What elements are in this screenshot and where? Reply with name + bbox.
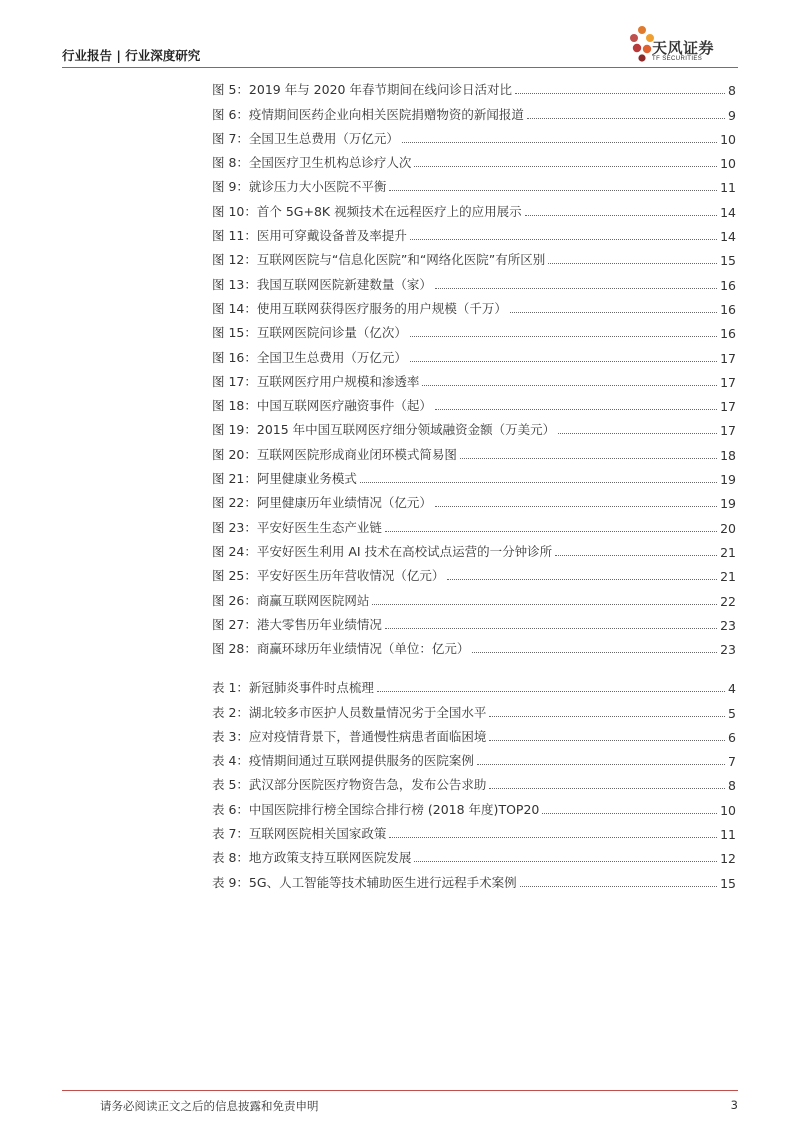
leader-dots [389,190,717,191]
figure-entry-page: 21 [720,569,736,585]
leader-dots [460,458,717,459]
figure-entry-label: 图 7：全国卫生总费用（万亿元） [212,130,399,146]
report-section-label: 行业报告 | 行业深度研究 [62,48,201,63]
figure-entry-page: 23 [720,642,736,658]
figure-entry[interactable] [212,171,736,195]
figure-entry[interactable] [212,147,736,171]
figure-entry-page: 15 [720,253,736,269]
figure-entry-page: 17 [720,374,736,390]
figure-entry[interactable] [212,74,736,98]
table-entry-label: 表 2：湖北较多市医护人员数量情况劣于全国水平 [212,704,487,720]
header-divider [62,67,738,68]
leader-dots [489,740,725,741]
table-entry-page: 4 [728,681,736,697]
figure-entry[interactable] [212,414,736,438]
figure-entry-page: 8 [728,83,736,99]
figure-entry-page: 20 [720,520,736,536]
figure-entry-label: 图 25：平安好医生历年营收情况（亿元） [212,568,445,584]
figure-entry-page: 16 [720,326,736,342]
figure-entry-label: 图 23：平安好医生生态产业链 [212,519,382,535]
leader-dots [542,813,717,814]
table-entry-label: 表 4：疫情期间通过互联网提供服务的医院案例 [212,753,474,769]
figure-entry-page: 17 [720,423,736,439]
table-list [212,672,736,891]
leader-dots [489,788,725,789]
leader-dots [435,288,717,289]
figure-entry[interactable] [212,584,736,608]
leader-dots [372,604,717,605]
figure-entry[interactable] [212,609,736,633]
table-entry-label: 表 9：5G、人工智能等技术辅助医生进行远程手术案例 [212,874,517,890]
figure-list [212,74,736,657]
figure-entry-page: 10 [720,156,736,172]
table-entry[interactable] [212,672,736,696]
figure-entry-label: 图 21：阿里健康业务模式 [212,471,357,487]
figure-entry-label: 图 18：中国互联网医疗融资事件（起） [212,398,432,414]
leader-dots [558,433,717,434]
leader-dots [402,142,717,143]
figure-entry-page: 22 [720,593,736,609]
table-entry-label: 表 1：新冠肺炎事件时点梳理 [212,680,374,696]
leader-dots [548,263,717,264]
figure-entry-label: 图 14：使用互联网获得医疗服务的用户规模（千万） [212,300,507,316]
figure-entry-label: 图 26：商赢互联网医院网站 [212,592,370,608]
figure-entry-label: 图 24：平安好医生利用 AI 技术在高校试点运营的一分钟诊所 [212,543,553,559]
table-entry[interactable] [212,842,736,866]
figure-entry[interactable] [212,220,736,244]
figure-entry-label: 图 13：我国互联网医院新建数量（家） [212,276,432,292]
figure-entry-label: 图 17：互联网医疗用户规模和渗透率 [212,373,420,389]
figure-entry-page: 19 [720,496,736,512]
figure-entry[interactable] [212,123,736,147]
figure-entry-page: 21 [720,544,736,560]
figure-entry-label: 图 16：全国卫生总费用（万亿元） [212,349,407,365]
table-entry[interactable] [212,769,736,793]
leader-dots [414,166,717,167]
leader-dots [489,716,725,717]
figure-entry-label: 图 20：互联网医院形成商业闭环模式简易图 [212,446,457,462]
disclaimer-text: 请务必阅读正文之后的信息披露和免责申明 [100,1099,319,1113]
table-entry[interactable] [212,745,736,769]
table-entry[interactable] [212,793,736,817]
table-entry[interactable] [212,696,736,720]
table-entry-label: 表 3：应对疫情背景下，普通慢性病患者面临困境 [212,728,487,744]
leader-dots [385,531,717,532]
figure-entry[interactable] [212,536,736,560]
table-entry-page: 5 [728,705,736,721]
leader-dots [477,764,725,765]
figure-entry-page: 14 [720,229,736,245]
figure-entry[interactable] [212,98,736,122]
figure-entry-label: 图 6：疫情期间医药企业向相关医院捐赠物资的新闻报道 [212,106,524,122]
table-entry-page: 6 [728,729,736,745]
figure-entry-page: 18 [720,447,736,463]
brand-name-cn: 天风证券 [652,39,715,57]
leader-dots [435,506,717,507]
figure-entry-label: 图 15：互联网医院问诊量（亿次） [212,325,407,341]
leader-dots [520,886,718,887]
figure-entry[interactable] [212,438,736,462]
figure-entry-page: 9 [728,107,736,123]
figure-entry-page: 14 [720,204,736,220]
figure-entry-page: 17 [720,399,736,415]
figure-entry[interactable] [212,487,736,511]
table-entry[interactable] [212,866,736,890]
figure-entry-page: 10 [720,131,736,147]
page-number: 3 [730,1098,738,1112]
figure-entry[interactable] [212,560,736,584]
figure-entry[interactable] [212,341,736,365]
table-entry-label: 表 8：地方政策支持互联网医院发展 [212,850,412,866]
figure-entry-page: 11 [720,180,736,196]
table-entry[interactable] [212,721,736,745]
figure-entry-label: 图 28：商赢环球历年业绩情况（单位：亿元） [212,641,470,657]
leader-dots [472,652,717,653]
figure-entry-label: 图 9：就诊压力大小医院不平衡 [212,179,387,195]
figure-entry-label: 图 5：2019 年与 2020 年春节期间在线问诊日活对比 [212,82,512,98]
figure-entry[interactable] [212,244,736,268]
leader-dots [527,118,725,119]
leader-dots [389,837,717,838]
table-entry-label: 表 7：互联网医院相关国家政策 [212,826,387,842]
leader-dots [410,239,717,240]
brand-name-en: TF SECURITIES [652,56,703,62]
figure-entry-label: 图 19：2015 年中国互联网医疗细分领域融资金额（万美元） [212,422,556,438]
table-entry-page: 11 [720,827,736,843]
leader-dots [410,361,717,362]
figure-entry-page: 16 [720,277,736,293]
leader-dots [360,482,717,483]
figure-entry-label: 图 12：互联网医院与“信息化医院”和“网络化医院”有所区别 [212,252,546,268]
figure-entry-label: 图 8：全国医疗卫生机构总诊疗人次 [212,155,412,171]
leader-dots [385,628,717,629]
leader-dots [447,579,717,580]
figure-entry[interactable] [212,633,736,657]
figure-entry-page: 23 [720,617,736,633]
figure-entry-page: 19 [720,472,736,488]
figure-entry[interactable] [212,463,736,487]
figure-entry-label: 图 22：阿里健康历年业绩情况（亿元） [212,495,432,511]
figure-entry[interactable] [212,195,736,219]
leader-dots [510,312,717,313]
leader-dots [422,385,717,386]
leader-dots [377,691,725,692]
figure-entry-page: 17 [720,350,736,366]
leader-dots [555,555,717,556]
leader-dots [515,93,725,94]
figure-entry[interactable] [212,268,736,292]
figure-entry[interactable] [212,390,736,414]
figure-entry[interactable] [212,317,736,341]
figure-entry-label: 图 10：首个 5G+8K 视频技术在远程医疗上的应用展示 [212,203,522,219]
figure-entry-page: 16 [720,301,736,317]
table-entry-page: 12 [720,851,736,867]
table-entry-label: 表 6：中国医院排行榜全国综合排行榜 (2018 年度)TOP20 [212,801,540,817]
leader-dots [410,336,717,337]
table-entry-page: 7 [728,754,736,770]
footer-divider [62,1090,738,1091]
table-entry-label: 表 5：武汉部分医院医疗物资告急，发布公告求助 [212,777,487,793]
table-entry[interactable] [212,818,736,842]
table-entry-page: 8 [728,778,736,794]
leader-dots [414,861,717,862]
table-entry-page: 15 [720,875,736,891]
figure-entry[interactable] [212,511,736,535]
leader-dots [435,409,717,410]
figure-entry[interactable] [212,366,736,390]
figure-entry-label: 图 11：医用可穿戴设备普及率提升 [212,228,407,244]
leader-dots [525,215,718,216]
figure-entry-label: 图 27：港大零售历年业绩情况 [212,616,382,632]
table-entry-page: 10 [720,802,736,818]
figure-entry[interactable] [212,293,736,317]
